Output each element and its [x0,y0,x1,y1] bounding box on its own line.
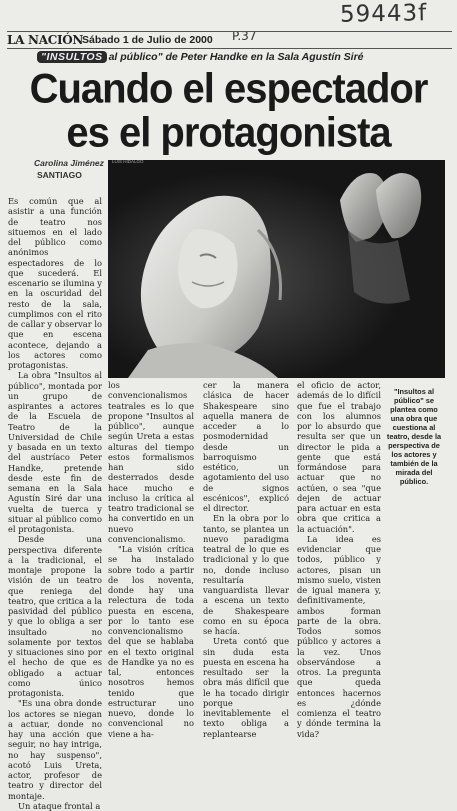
photo-caption: "Insultos al público" se plantea como una obra que cuestiona al teatro, desde la perspectiva de los actores y también de la mirada del público. [386,387,442,486]
headline-line-1: Cuando el espectador [29,65,428,113]
article-photo [108,160,445,378]
kicker-tag: "INSULTOS [37,51,107,63]
paragraph: La obra "Insultos al público", montada por un grupo de aspirantes a actores de la Escuela de Teatro de la Universidad de Chile y basada en un texto del austríaco Peter Handke, pretende desde este fin de semana en la Sala Agustín Siré dar una vuelta de tuerca y situar al público como el protagonista. [8,370,102,534]
paragraph: los convencionalismos teatrales es lo que propone "Insultos al público", aunque según Ureta a estas alturas del tiempo estos formalismos han sido desterrados desde hace mucho e incluso la crítica al teatro tradicional se ha convertido en un nuevo convencionalismo. [108,380,194,544]
article-column-1 [8,196,102,811]
paragraph: Ureta contó que sin duda esta puesta en escena ha resultado ser la obra más difícil que le ha tocado dirigir porque inevitablemente el texto obliga a replantearse [203,636,289,739]
headline [0,67,457,155]
article-column-4 [297,380,381,739]
paragraph: En la obra por lo tanto, se plantea un nuevo paradigma teatral de lo que es tradicional y lo que no, donde incluso resultaría vanguardista llevar a escena un texto de Shakespeare como en su época se hacía. [203,513,289,636]
byline-author: Carolina Jiménez [34,158,104,168]
publication-date: Sábado 1 de Julio de 2000 [82,34,213,46]
article-column-3 [203,380,289,739]
newspaper-logo: LA NACIÓN [7,33,84,47]
article-column-2 [108,380,194,739]
kicker [37,51,364,65]
handwritten-archive-code: 59443f [339,0,428,28]
paragraph: Un ataque frontal a [18,800,101,811]
paragraph: "La visión crítica se ha instalado sobre todo a partir de los noventa, donde hay una relectura de toda puesta en escena, por lo tanto ese convencionalismo del que se hablaba en el texto original de Handke ya no es tal, entonces nosotros hemos tenido que estructurar uno nuevo, donde lo convencional no viene a ha- [108,544,194,739]
paragraph: La idea es evidenciar que todos, público y actores, pisan un mismo suelo, visten de igual manera y, definitivamente, ambos forman parte de la obra. Todos somos público y actores a la vez. Unos observándose a otros. La pregunta que queda entonces hacernos es ¿dónde comienza el teatro y dónde termina la vida? [297,533,381,739]
paragraph: cer la manera clásica de hacer Shakespeare sino aquella manera de acceder a lo posmodernidad desde un barroquismo estético, un agotamiento del uso de signos escénicos", explicó el director. [203,380,289,513]
headline-line-2: es el protagonista [66,109,391,157]
handwritten-page-number: P.37 [232,29,257,43]
masked-actors-image [108,160,445,378]
paragraph: Es común que al asistir a una función de teatro nos situemos en el lado del público como anónimos espectadores de lo que sucederá. El escenario se ilumina y en la oscuridad del resto de la sala, cumplimos con el rito de callar y observar lo que en escena acontece, dejando a los actores como protagonistas. [8,196,102,370]
masthead [7,31,452,49]
paragraph: el oficio de actor, además de lo difícil que fue el trabajo con los alumnos por lo absurdo que resulta ser que un director le pida a gente que está formándose para actuar que no actúen, o sea "que dejen de actuar para actuar en esta obra que critica a la actuación". [297,380,381,534]
kicker-text: al público" de Peter Handke en la Sala Agustín Siré [108,51,364,63]
paragraph: Desde una perspectiva diferente a la tradicional, el montaje propone la visión de un teatro que reniega del teatro, que critica a la pasividad del público y que lo obliga a ser insultado no solamente por textos y situaciones sino por el hecho de que es obligado a actuar como único protagonista. [8,534,102,698]
paragraph: "Es una obra donde los actores se niegan a actuar, donde no hay una acción que seguir, no hay intriga, no hay suspenso", acotó Luis Ureta, actor, profesor de teatro y director del montaje. [8,698,102,801]
byline-place: SANTIAGO [37,170,82,180]
photo-credit: LUIS HIDALGO [112,159,144,164]
